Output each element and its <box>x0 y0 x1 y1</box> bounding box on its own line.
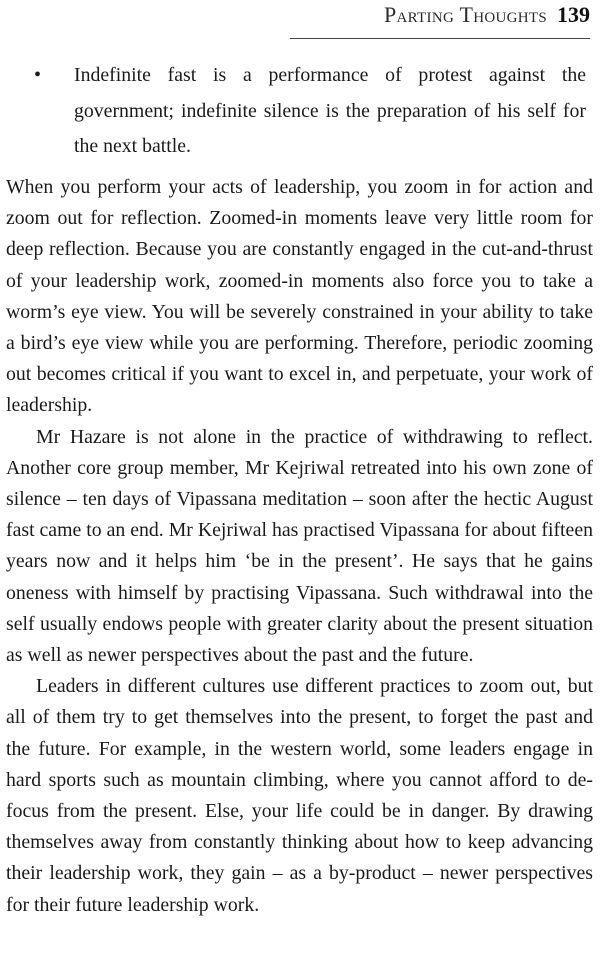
running-head <box>384 2 590 30</box>
bullet-text: Indefinite fast is a performance of protest against the government; indefinite silence is the preparation of his self for the next battle. <box>74 64 586 157</box>
bullet-mark: • <box>34 64 42 86</box>
bullet-point <box>34 58 586 165</box>
running-title: Parting Thoughts <box>383 2 547 27</box>
page-number: 139 <box>557 2 590 27</box>
body-text <box>6 172 593 921</box>
paragraph-3: Leaders in different cultures use different practices to zoom out, but all of them try to get themselves into the present, to forget the past and the future. For example, in the western world, some leaders engage in hard sports such as mountain climbing, where you cannot afford to de-focus from the present. Else, your life could be in danger. By drawing themselves away from constantly thinking about how to keep advancing their leadership work, they gain – as a by-product – newer perspectives for their future leadership work. <box>6 675 593 916</box>
header-rule <box>290 38 590 39</box>
paragraph-2: Mr Hazare is not alone in the practice of withdrawing to reflect. Another core group member, Mr Kejriwal retreated into his own zone of silence – ten days of Vipassana meditation – soon after the hectic August fast came to an end. Mr Kejriwal has practised Vipassana for about fifteen years now and it helps him ‘be in the present’. He says that he gains oneness with himself by practising Vipassana. Such withdrawal into the self usually endows people with greater clarity about the present situation as well as newer perspectives about the past and the future. <box>6 425 593 667</box>
paragraph-1: When you perform your acts of leadership, you zoom in for action and zoom out for reflection. Zoomed-in moments leave very little room for deep reflection. Because you are constantly engaged in the cut-and-thrust of your leadership work, zoomed-in moments also force you to take a worm’s eye view. You will be severely constrained in your ability to take a bird’s eye view while you are performing. Therefore, periodic zooming out becomes critical if you want to excel in, and perpetuate, your work of leadership. <box>6 176 593 417</box>
